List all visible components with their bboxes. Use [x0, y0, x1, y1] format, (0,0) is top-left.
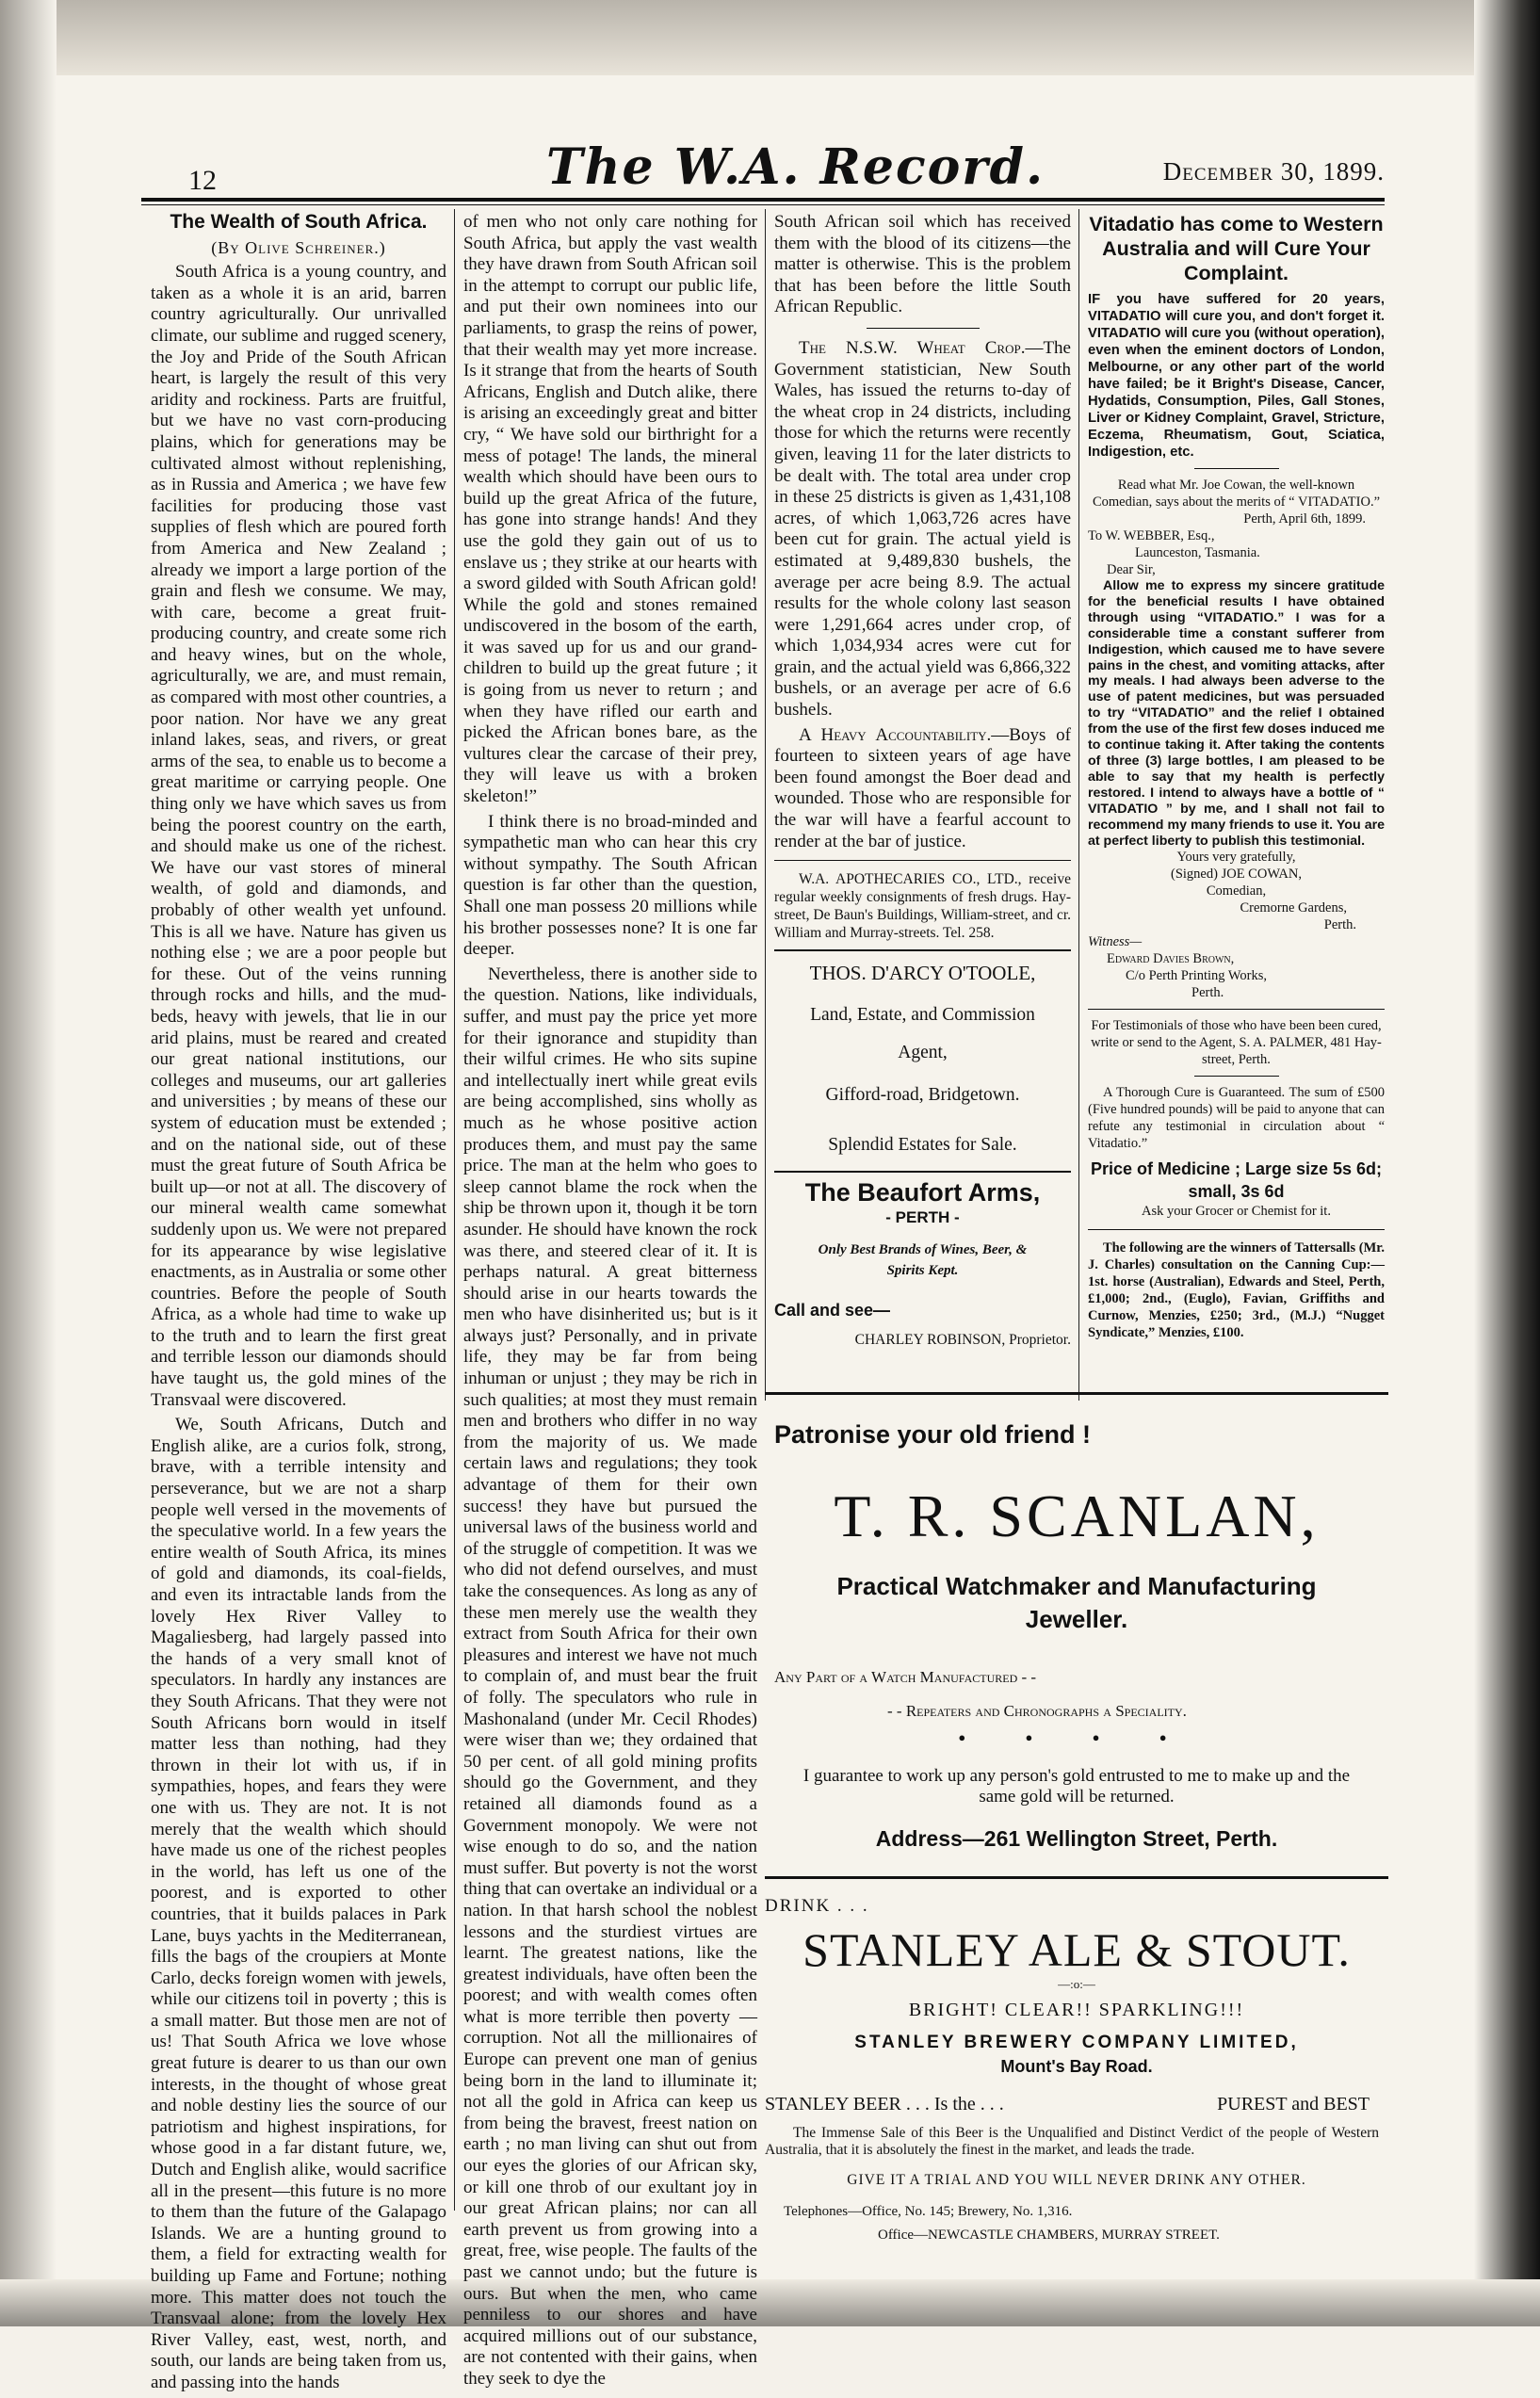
wheat-paragraph [774, 338, 1071, 721]
divider [1194, 1076, 1279, 1077]
vitadatio-signed: (Signed) JOE COWAN, [1171, 867, 1302, 883]
stanley-beer-right: PUREST and BEST [1217, 2094, 1370, 2114]
beaufort-note: Only Best Brands of Wines, Beer, & Spirits Kept. [818, 1242, 1028, 1279]
article-byline: (By Olive Schreiner.) [211, 237, 386, 257]
beaufort-name: The Beaufort Arms, [804, 1178, 1041, 1207]
bottom-ads [765, 1402, 1388, 2244]
vitadatio-closing: Yours very gratefully, [1176, 850, 1296, 866]
scanlan-trade1: Practical Watchmaker and Manufacturing [836, 1572, 1317, 1600]
stanley-beer-left: STANLEY BEER . . . Is the . . . [765, 2094, 1004, 2114]
column-divider [454, 209, 455, 2211]
article-paragraph: of men who not only care nothing for South Africa, but apply the vast wealth they have drawn from South African soil in the attempt to corrupt our public life, and put their own nominees into our parliaments, to grasp the reins of power, that their wealth may yet more increase. Is it strange that from the hearts of South Africans, English and Dutch alike, there is arising an exceedingly great and bitter cry, “ We have sold our birthright for a mess of potage! The lands, the mineral wealth which should have been ours to build up the great Africa of the future, has gone into strange hands! And they use the gold they gain out of us to enslave us ; they strike at our hearts with a sword gilded with South African gold! While the gold and stones remained undiscovered in the bosom of the earth, it was saved up for us and our grand-children to build up the great future ; it is going from us never to return ; and when they have rifled our earth and picked the African bones bare, as the vultures clear the carcase of their prey, they will leave us with a broken skeleton!” [463, 212, 757, 807]
column-2 [463, 212, 757, 2394]
scanlan-guarantee: I guarantee to work up any person's gold entrusted to me to make up and the same gold will be returned. [802, 1766, 1351, 1807]
vitadatio-sig-title: Comedian, [1206, 883, 1267, 899]
header-rule-thin [141, 204, 1385, 205]
vitadatio-letter: Allow me to express my sincere gratitude for the beneficial results I have obtained through using “VITADATIO.” I was for a considerable time a constant sufferer from Indigestion, which caused me to have severe pains in the chest, and vomiting attacks, after my meals. I had always been adverse to the use of patent medicines, but was persuaded to try “VITADATIO” and the relief I obtained from the use of the first few doses induced me to continue taking it. After taking the contents of three (3) large bottles, I am pleased to be able to say that my health is perfectly restored. I intend to always have a bottle of “ VITADATIO ” by me, and I shall not fail to recommend my many friends to use it. You are at perfect liberty to publish this testimonial. [1088, 578, 1385, 849]
scan-edge-right [1474, 0, 1540, 2326]
otoole-line1: Land, Estate, and Commission [810, 1004, 1035, 1025]
column-4 [1088, 212, 1385, 1341]
article-paragraph: South Africa is a young country, and taken as a whole it is an arid, barren country agriculturally. Our unrivalled climate, our sublime and rugged scenery, the Joy and Pride of the South African heart, is largely the result of this very aridity and rockiness. Parts are fruitful, but we have no vast corn-producing plains, which for generations may be cultivated almost without replenishing, as in Russia and America ; we have few facilities for producing those vast supplies of flesh which are poured forth from America and New Zealand ; already we import a large portion of the grain and flesh we consume. We may, with care, become a great fruit-producing country, and create some rich and heavy wines, but on the whole, agriculturally, we are, and must remain, as compared with most other countries, a poor nation. Nor have we any great inland lakes, seas, and rivers, or great arms of the sea, to enable us to become a great maritime or carrying people. One thing only we have which saves us from being the poorest country on the earth, and should make us one of the richest. We have our vast stores of mineral wealth, of gold and diamonds, and probably of other wealth yet unfound. This is all we have. Nature has given us nothing else ; we are a poor people but for these. Out of the veins running through rocks and hills, and the mud-beds, heavy with jewels, that lie in our arid plains, must be reared and created our great national institutions, our colleges and museums, our art galleries and universities ; by means of these our system of education must be extended ; and on the national side, out of these must the great future of South Africa be built up—or not at all. The discovery of our mineral wealth came somewhat suddenly upon us. We were not prepared for its appearance by wise legislative enactments, as in Australia or some other countries. Before the people of South Africa, as a whole had time to wake up to the truth and to learn the first great and terrible lesson our diamonds should have taught us, the gold mines of the Transvaal were discovered. [151, 262, 446, 1410]
scan-edge-top [0, 0, 1540, 75]
vitadatio-title: Vitadatio has come to Western Australia and will Cure Your Complaint. [1089, 213, 1384, 284]
page-header [188, 138, 1385, 196]
vitadatio-price: Price of Medicine ; Large size 5s 6d; small, 3s 6d [1090, 1159, 1383, 1202]
divider [774, 1171, 1071, 1173]
article-paragraph: South African soil which has received them with the blood of its citizens—the matter is otherwise. This is the problem that has been before the little South African Republic. [774, 212, 1071, 317]
vitadatio-read: Read what Mr. Joe Cowan, the well-known Comedian, says about the merits of “ VITADATIO.” [1092, 478, 1381, 510]
scan-edge-left [0, 0, 57, 2326]
stanley-tagline: BRIGHT! CLEAR!! SPARKLING!!! [908, 2000, 1245, 2020]
vitadatio-salutation: Dear Sir, [1107, 562, 1156, 577]
scanlan-address: Address—261 Wellington Street, Perth. [875, 1826, 1278, 1851]
otoole-line3: Gifford-road, Bridgetown. [825, 1085, 1020, 1105]
accountability-lead: A Heavy Accountability. [799, 724, 992, 745]
stanley-drink: DRINK . . . [765, 1896, 869, 1916]
stanley-trial: GIVE IT A TRIAL AND YOU WILL NEVER DRINK ANY OTHER. [847, 2172, 1306, 2188]
divider [1088, 1009, 1385, 1010]
otoole-ad [774, 963, 1071, 1156]
article-title: The Wealth of South Africa. [170, 211, 428, 233]
vitadatio-addressee: To W. WEBBER, Esq., [1088, 528, 1215, 543]
stanley-office: Office—NEWCASTLE CHAMBERS, MURRAY STREET. [878, 2228, 1220, 2243]
vitadatio-body: IF you have suffered for 20 years, VITADATIO will cure you, and don't forget it. VITADATIO will cure you (without operation), even when the eminent doctors of London, Melbourne, or any other part of the world have failed; be it Bright's Disease, Cancer, Hydatids, Consumption, Piles, Gall Stones, Liver or Kidney Complaint, Gravel, Stricture, Eczema, Rheumatism, Gout, Sciatica, Indigestion, etc. [1088, 292, 1385, 460]
scanlan-trade2: Jeweller. [1025, 1605, 1128, 1633]
scanlan-dots: ● ● ● ● [958, 1730, 1195, 1744]
vitadatio-ask: Ask your Grocer or Chemist for it. [1142, 1204, 1331, 1220]
stanley-company: STANLEY BREWERY COMPANY LIMITED, [854, 2033, 1299, 2052]
scanlan-line2: - - Repeaters and Chronographs a Speciality. [887, 1702, 1187, 1720]
stanley-telephones: Telephones—Office, No. 145; Brewery, No. 1,316. [784, 2204, 1073, 2219]
issue-date: December 30, 1899. [1162, 157, 1385, 186]
vitadatio-witness: Witness— [1088, 934, 1143, 950]
beaufort-place: - PERTH - [885, 1207, 960, 1226]
header-rule [141, 198, 1385, 202]
stanley-location: Mount's Bay Road. [1000, 2057, 1153, 2076]
vitadatio-guarantee: A Thorough Cure is Guaranteed. The sum of £500 (Five hundred pounds) will be paid to anyone that can refute any testimonial in circulation about “ Vitadatio.” [1088, 1085, 1385, 1152]
scanlan-patronise: Patronise your old friend ! [774, 1420, 1092, 1449]
divider [1088, 1229, 1385, 1230]
stanley-ornament: —:o:— [1058, 1977, 1095, 1991]
vitadatio-witness-city: Perth. [1191, 985, 1224, 1001]
column-1 [151, 212, 446, 2398]
vitadatio-testimonials: For Testimonials of those who have been been cured, write or send to the Agent, S. A. PALMER, 481 Hay-street, Perth. [1091, 1018, 1382, 1068]
ads-rule [765, 1876, 1388, 1879]
otoole-line2: Agent, [898, 1043, 948, 1063]
vitadatio-addressee-place: Launceston, Tasmania. [1135, 545, 1260, 560]
divider [1194, 468, 1279, 469]
tattersalls-winners: The following are the winners of Tattersalls (Mr. J. Charles) consultation on the Canning Cup:—1st. horse (Australian), Edwards and Steel, Perth, £1,000; 2nd., (Euglo), Favian, Griffiths and Curnow, Menzies, £250; 3rd., (M.J.) “Nugget Syndicate,” Menzies, £100. [1088, 1240, 1385, 1341]
divider [867, 328, 980, 329]
column-divider [765, 209, 766, 1401]
otoole-name: THOS. D'ARCY O'TOOLE, [809, 962, 1036, 985]
article-paragraph: We, South Africans, Dutch and English alike, are a curios folk, strong, brave, with a terrible intensity and perseverance, but we are not a sharp people well versed in the movements of the speculative world. In a few years the entire wealth of South Africa, its mines of gold and diamonds, its coal-fields, and even its intractable lands from the lovely Hex River Valley to Magaliesberg, had largely passed into the hands of a very small knot of speculators. In hardly any instances are they South Africans. That they were not South Africans born would in itself matter less than nothing, had they thrown in their lot with us, if in sympathies, hopes, and fears they were one with us. They are not. It is not merely that the wealth which should have made us one of the richest peoples in the world, has left us one of the poorest, and is exported to other countries, that it builds palaces in Park Lane, buys yachts in the Mediterranean, fills the bags of the croupiers at Monte Carlo, decks foreign women with jewels, while our citizens toil in poverty ; this is a small matter. But those men are not of us! That South Africa we love whose great future is dearer to us than our own interests, in the thought of whose great and noble destiny lies the source of our patriotism and highest inspirations, for whose good in a far distant future, we, Dutch and English alike, would sacrifice all in the present—this future is no more to them than the future of the Galapago Islands. We are a hunting ground to them, a field for extracting wealth for building up Fame and Fortune; nothing more. This matter does not touch the Transvaal alone; from the lovely Hex River Valley, east, west, north, and south, our lands are being taken from us, and passing into the hands [151, 1415, 446, 2392]
page-number: 12 [188, 165, 217, 196]
divider [774, 860, 1071, 861]
column-3 [774, 212, 1071, 1349]
stanley-verdict: The Immense Sale of this Beer is the Unqualified and Distinct Verdict of the people of Western Australia, that it is absolutely the finest in the market, and leads the trade. [765, 2125, 1379, 2158]
scanlan-line1: Any Part of a Watch Manufactured - - [774, 1668, 1037, 1686]
vitadatio-letter-date: Perth, April 6th, 1899. [1243, 511, 1366, 527]
scanlan-name: T. R. SCANLAN, [834, 1483, 1320, 1549]
vitadatio-witness-addr: C/o Perth Printing Works, [1126, 968, 1268, 984]
vitadatio-sig-place1: Cremorne Gardens, [1240, 900, 1347, 916]
vitadatio-witness-name: Edward Davies Brown, [1107, 951, 1235, 967]
stanley-beer-row [765, 2094, 1388, 2115]
divider [774, 949, 1071, 951]
article-paragraph: Nevertheless, there is another side to the question. Nations, like individuals, suffer, and must pay the price yet more for their ignorance and stupidity than their wilful crimes. He who sits supine and intellectually inert while great evils are being accomplished, sins wholly as much as he whose positive action produces them, and must pay the same price. The man at the helm who goes to sleep cannot blame the rock when the ship be thrown upon it, though it be torn asunder. He should have known the rock was there, and steered clear of it. It is perhaps natural. A great bitterness should arise in our hearts towards the men who have disinherited us; but is it always just? Personally, and in private life, they may be far from being inhuman or unjust ; they may be rich in such qualities; at most they must remain men and brothers who differ in no way from the majority of us. We made certain laws and regulations; they took advantage of them for their own success! they have but pursued the universal laws of the business world and of the struggle of competition. It was we who did not defend ourselves, and must take the consequences. As long as any of these men merely use the wealth they extract from South Africa for their own pleasures and interest we have not much to complain of, and must bear the fruit of folly. The speculators who rule in Mashonaland (under Mr. Cecil Rhodes) were wiser than we; they ordained that 50 per cent. of all gold mining profits should go the Government, and they retained all diamonds found as a Government monopoly. We were not wise enough to do so, and the nation must suffer. But poverty is not the worst thing that can overtake an individual or a nation. In that harsh school the noblest lessons and the sturdiest virtues are learnt. The greatest nations, like the greatest individuals, have often been the poorest; and with wealth comes often what is more terrible then poverty — corruption. Not all the millionaires of Europe can prevent one man of genius being born in the land to illuminate it; not all the gold in Africa can keep us from being the bravest, freest nation on earth ; no man living can shut out from our eyes the glories of our African sky, or kill one throb of our exultant joy in our great African plains; nor can all earth prevent us from growing into a great, free, wise people. The faults of the past we cannot undo; but the future is ours. But when the men, who came penniless to our shores and have acquired millions out of our substance, are not contented with their gains, when they seek to dye the [463, 964, 757, 2389]
masthead: The W.A. Record. [546, 138, 1046, 196]
stanley-name: STANLEY ALE & STOUT. [802, 1923, 1351, 1976]
wheat-lead: The N.S.W. Wheat Crop. [799, 337, 1026, 358]
beaufort-call: Call and see— [774, 1301, 891, 1321]
article-paragraph: I think there is no broad-minded and sympathetic man who can hear this cry without sympathy. The South African question is far other than the question, Shall one man possess 20 millions while his brother possesses none? It is one far deeper. [463, 811, 757, 960]
beaufort-proprietor: CHARLEY ROBINSON, Proprietor. [854, 1331, 1071, 1348]
otoole-line4: Splendid Estates for Sale. [828, 1134, 1017, 1155]
vitadatio-sig-place2: Perth. [1323, 917, 1356, 933]
ads-rule [765, 1392, 1388, 1395]
accountability-text: —Boys of fourteen to sixteen years of age have been found amongst the Boer dead and wounded. Those who are responsible for the war will have a fearful account to render at the bar of justice. [774, 724, 1071, 851]
apothecaries-ad: W.A. APOTHECARIES CO., LTD., receive regular weekly consignments of fresh drugs. Hay-street, De Baun's Buildings, William-street, and cr. William and Murray-streets. Tel. 258. [774, 871, 1071, 942]
accountability-paragraph [774, 725, 1071, 853]
beaufort-ad [774, 1178, 1071, 1349]
wheat-text: —The Government statistician, New South Wales, has issued the returns to-day of the wheat crop in 24 districts, including those for which the returns were recently given, leaving 11 for the later districts to be dealt with. The total area under crop in these 25 districts is given as 1,431,108 acres, of which 1,063,726 acres have been cut for grain. The actual yield is estimated at 9,489,830 bushels, the average per acre being 8.9. The actual results for the whole colony last season were 1,291,664 acres under crop, of which 1,034,934 acres were cut for grain, and the actual yield was 6,866,322 bushels, or an average per acre of 6.6 bushels. [774, 337, 1071, 721]
column-divider [1078, 209, 1079, 1401]
